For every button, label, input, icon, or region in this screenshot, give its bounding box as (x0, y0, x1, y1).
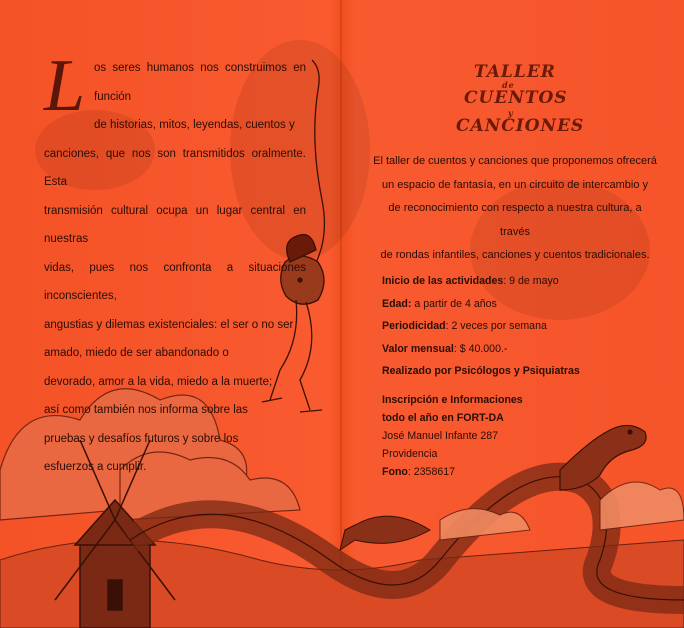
fee-label: Valor mensual (382, 342, 454, 355)
left-line: amado, miedo de ser abandonado o (44, 347, 229, 359)
start-row (382, 270, 662, 293)
fee-row (382, 338, 662, 361)
fee-value: : $ 40.000.- (453, 342, 508, 355)
logo-line-cuentos: CUENTOS (464, 88, 568, 108)
left-line: así como también nos informa sobre las (44, 404, 248, 416)
logo-line-de: de (502, 80, 515, 90)
logo-line-y: y (508, 108, 514, 118)
reg-line-1: Inscripción e Informaciones (382, 393, 523, 406)
registration-block (382, 391, 662, 481)
left-line: transmisión cultural ocupa un lugar central en nuestras (44, 204, 306, 245)
dropcap-letter: L (44, 45, 86, 127)
left-line: devorado, amor a la vida, miedo a la muerte; (44, 375, 273, 388)
phone-value: : 2358617 (407, 465, 456, 478)
freq-value: : 2 veces por semana (445, 320, 547, 332)
by-row (382, 360, 662, 383)
logo-line-canciones: CANCIONES (456, 116, 585, 136)
details-list (382, 270, 662, 481)
address-text: José Manuel Infante 287 (382, 429, 499, 442)
intro-line: El taller de cuentos y canciones que proponemos ofrecerá (373, 155, 657, 167)
left-line: vidas, pues nos confronta a situaciones inconscientes, (44, 261, 306, 302)
left-line: esfuerzos a cumplir. (44, 461, 147, 473)
city-text: Providencia (382, 447, 438, 460)
left-line: angustias y dilemas existenciales: el ser o no ser (44, 318, 294, 331)
age-value: a partir de 4 años (411, 297, 497, 310)
freq-label: Periodicidad (382, 320, 446, 332)
freq-row (382, 315, 662, 338)
by-text: Realizado por Psicólogos y Psiquiatras (382, 365, 580, 377)
logo-line-taller: TALLER (474, 62, 556, 82)
left-line: os seres humanos nos construimos en función (94, 62, 306, 103)
start-value: : 9 de mayo (503, 275, 559, 287)
left-line: pruebas y desafíos futuros y sobre los (44, 432, 239, 445)
intro-paragraph (372, 150, 658, 268)
left-line: de historias, mitos, leyendas, cuentos y (94, 119, 295, 131)
phone-label: Fono (382, 465, 408, 478)
left-panel-text (44, 45, 306, 482)
intro-line: un espacio de fantasía, en un circuito de intercambio y (382, 178, 648, 191)
taller-logo (456, 58, 585, 144)
left-line: canciones, que nos son transmitidos oralmente. Esta (44, 147, 306, 188)
intro-line: de reconocimiento con respecto a nuestra cultura, a través (388, 202, 642, 238)
age-row (382, 293, 662, 316)
phone-row (382, 463, 662, 481)
intro-line: de rondas infantiles, canciones y cuentos tradicionales. (380, 249, 650, 261)
reg-line-2: todo el año en FORT-DA (382, 411, 504, 424)
start-label: Inicio de las actividades (382, 275, 504, 287)
age-label: Edad: (382, 297, 412, 310)
